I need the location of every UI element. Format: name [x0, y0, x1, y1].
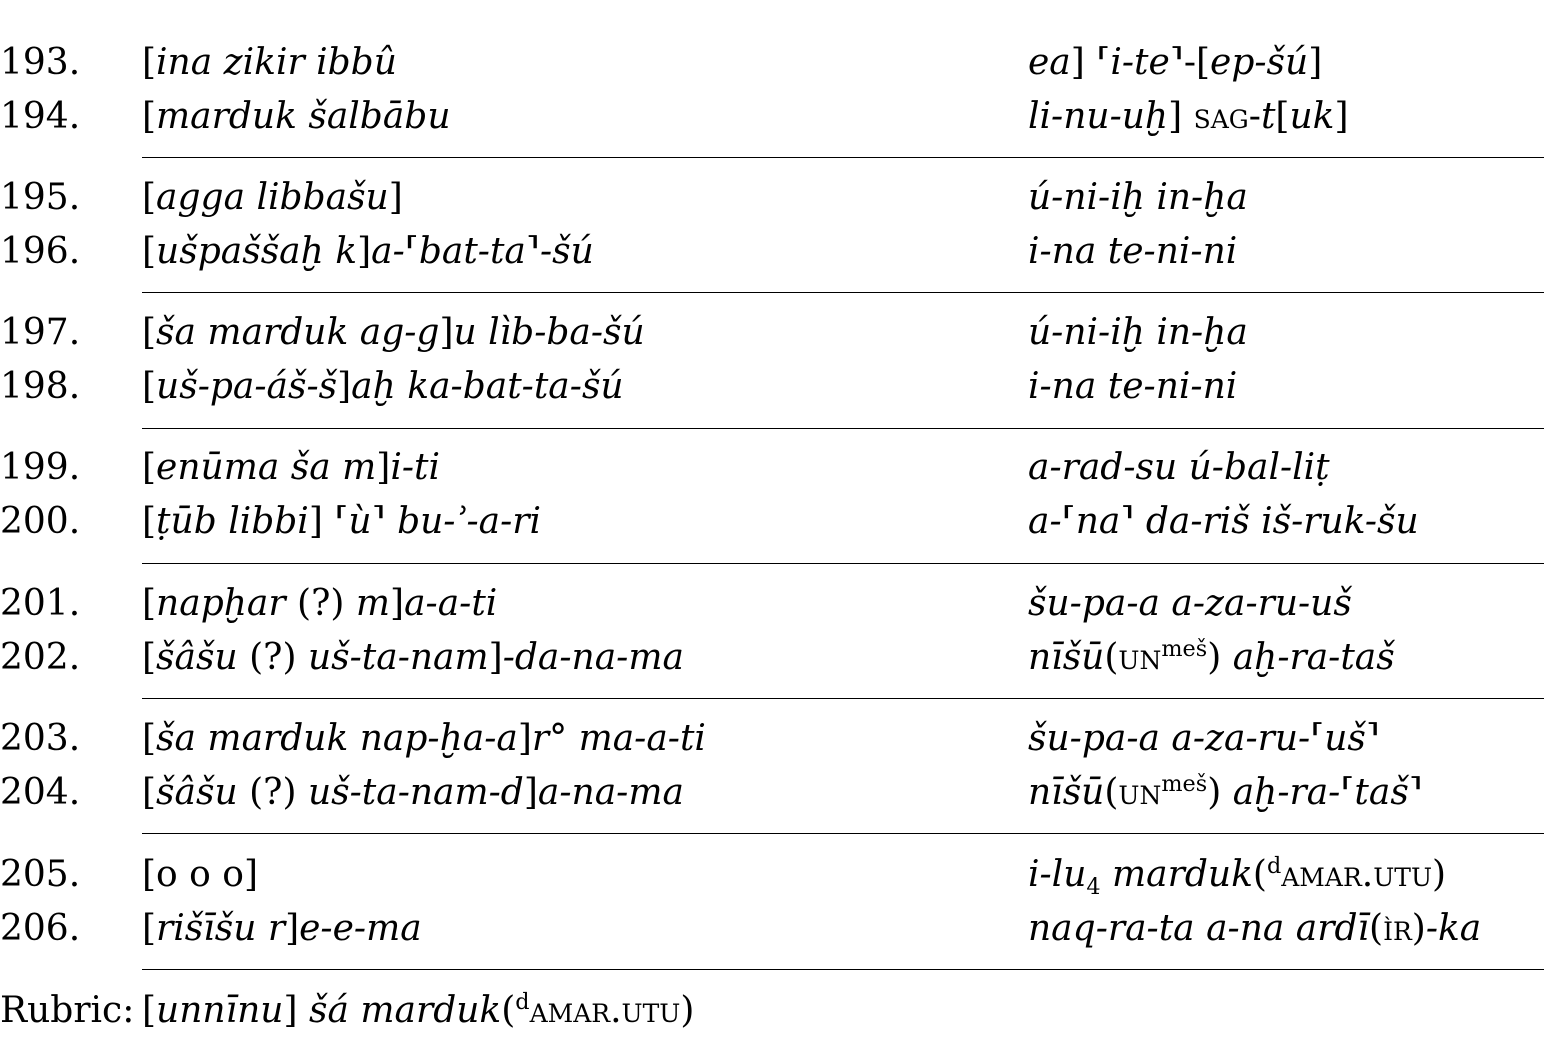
logogram: amar.utu	[529, 990, 681, 1031]
left-half-line: [ṭūb libbi] ⸢ù⸣ bu-ʾ-a-ri	[142, 501, 542, 542]
right-half-line: i-na te-ni-ni	[1028, 231, 1238, 272]
line-194	[0, 90, 1544, 144]
line-number: 199.	[0, 447, 81, 488]
line-200	[0, 495, 1544, 549]
line-number: 206.	[0, 908, 81, 949]
right-half-line: ea] ⸢i-te⸣-[ep-šú]	[1028, 42, 1323, 83]
left-half-line: [šâšu (?) uš-ta-nam]-da-na-ma	[142, 637, 684, 678]
logogram: un	[1118, 637, 1162, 678]
section-divider	[142, 969, 1544, 970]
line-number: 198.	[0, 366, 81, 407]
logogram: amar.utu	[1281, 854, 1433, 895]
line-193	[0, 36, 1544, 90]
left-half-line: [o o o]	[142, 854, 258, 895]
line-201	[0, 577, 1544, 631]
line-198	[0, 360, 1544, 414]
right-half-line: a-⸢na⸣ da-riš iš-ruk-šu	[1028, 501, 1419, 542]
right-half-line: a-rad-su ú-bal-liṭ	[1028, 447, 1330, 488]
line-number: 203.	[0, 718, 81, 759]
section-divider	[142, 563, 1544, 564]
rubric-label: Rubric:	[0, 990, 135, 1031]
left-half-line: [ša marduk nap-ḫa-a]r° ma-a-ti	[142, 718, 706, 759]
logogram: sag	[1193, 96, 1249, 137]
line-196	[0, 225, 1544, 279]
logogram: un	[1118, 772, 1162, 813]
section-divider	[142, 833, 1544, 834]
line-number: 204.	[0, 772, 81, 813]
left-half-line: [uš-pa-áš-š]aḫ ka-bat-ta-šú	[142, 366, 624, 407]
determinative: d	[515, 989, 530, 1015]
line-number: 200.	[0, 501, 81, 542]
right-half-line: $i-lu_4$ marduk($^d$amar.utu)	[1028, 853, 1447, 901]
right-half-line: šu-pa-a a-za-ru-⸢uš⸣	[1028, 718, 1380, 759]
logogram: ìr	[1383, 908, 1412, 949]
line-199	[0, 441, 1544, 495]
line-number: 201.	[0, 583, 81, 624]
right-half-line: ú-ni-iḫ in-ḫa	[1028, 312, 1248, 353]
line-number: 193.	[0, 42, 81, 83]
determinative: d	[1266, 853, 1282, 879]
sign-index: 4	[1086, 874, 1101, 901]
right-half-line: $nīšū(un^{meš})$ aḫ-ra-taš	[1028, 636, 1395, 678]
line-195	[0, 171, 1544, 225]
line-197	[0, 306, 1544, 360]
line-number: 197.	[0, 312, 81, 353]
determinative: meš	[1161, 771, 1208, 797]
right-half-line: šu-pa-a a-za-ru-uš	[1028, 583, 1352, 624]
right-half-line: li-nu-uḫ] sag-t[uk]	[1028, 96, 1349, 137]
line-number: 205.	[0, 854, 81, 895]
line-number: 195.	[0, 177, 81, 218]
left-half-line: [ušpaššaḫ k]a-⸢bat-ta⸣-šú	[142, 231, 594, 272]
right-half-line: i-na te-ni-ni	[1028, 366, 1238, 407]
left-half-line: [rišīšu r]e-e-ma	[142, 908, 422, 949]
right-half-line: ú-ni-iḫ in-ḫa	[1028, 177, 1248, 218]
line-number: 202.	[0, 637, 81, 678]
line-203	[0, 712, 1544, 766]
section-divider	[142, 698, 1544, 699]
line-number: 194.	[0, 96, 81, 137]
left-half-line: [enūma ša m]i-ti	[142, 447, 441, 488]
left-half-line: [ša marduk ag-g]u lìb-ba-šú	[142, 312, 645, 353]
section-divider	[142, 157, 1544, 158]
left-half-line: [napḫar (?) m]a-a-ti	[142, 583, 498, 624]
right-half-line: $nīšū(un^{meš})$ aḫ-ra-⸢taš⸣	[1028, 771, 1423, 813]
determinative: meš	[1161, 636, 1208, 662]
left-half-line: [marduk šalbābu	[142, 96, 451, 137]
line-number: 196.	[0, 231, 81, 272]
left-half-line: [ina zikir ibbû	[142, 42, 397, 83]
right-half-line: naq-ra-ta a-na ardī(ìr)-ka	[1028, 908, 1482, 949]
line-206	[0, 902, 1544, 956]
rubric-text: [unnīnu] šá marduk($^d$amar.utu)	[142, 989, 695, 1031]
line-204	[0, 766, 1544, 820]
section-divider	[142, 428, 1544, 429]
line-202	[0, 631, 1544, 685]
left-half-line: [agga libbašu]	[142, 177, 403, 218]
left-half-line: [šâšu (?) uš-ta-nam-d]a-na-ma	[142, 772, 684, 813]
section-divider	[142, 292, 1544, 293]
line-205	[0, 848, 1544, 902]
